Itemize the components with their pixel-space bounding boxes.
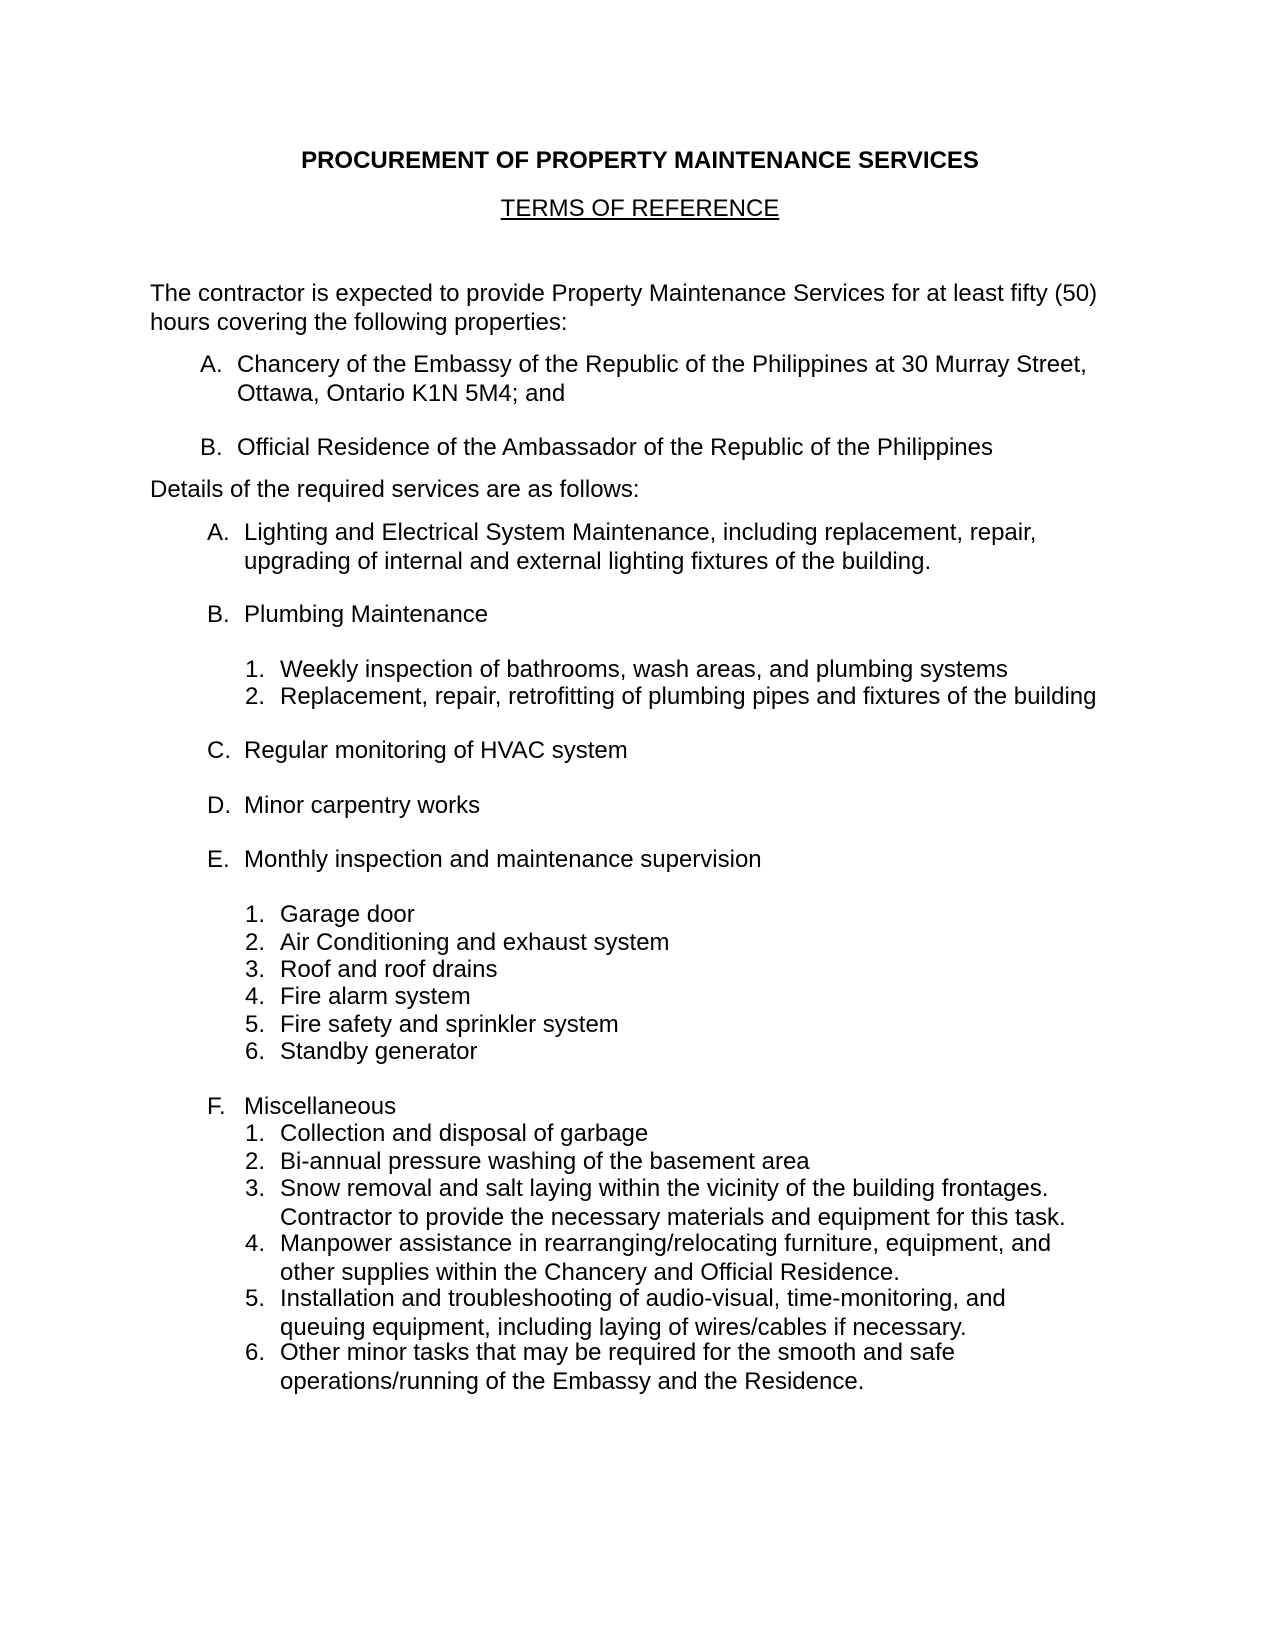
list-marker: B. — [200, 434, 223, 461]
list-item-text: Monthly inspection and maintenance supervision — [244, 846, 762, 873]
list-item-text — [280, 1230, 1140, 1287]
list-marker: A. — [207, 519, 230, 546]
list-item-text: Air Conditioning and exhaust system — [280, 929, 670, 956]
list-marker: 3. — [245, 956, 266, 983]
details-intro: Details of the required services are as follows: — [150, 476, 640, 503]
list-item-text — [244, 519, 1144, 576]
list-item-line-2: other supplies within the Chancery and Official Residence. — [280, 1258, 900, 1286]
subtitle-text: TERMS OF REFERENCE — [500, 195, 780, 222]
list-item-text — [280, 1175, 1140, 1232]
list-item-line-1: Chancery of the Embassy of the Republic of the Philippines at 30 Murray Street, — [237, 351, 1087, 378]
list-marker: 3. — [245, 1175, 266, 1202]
list-marker: 1. — [245, 656, 266, 683]
list-marker: 5. — [245, 1011, 266, 1038]
list-item-text: Fire alarm system — [280, 983, 471, 1010]
list-marker: 2. — [245, 1148, 266, 1175]
list-item-text — [237, 351, 1137, 408]
list-item-text: Garage door — [280, 901, 415, 928]
list-item-line-2: queuing equipment, including laying of wires/cables if necessary. — [280, 1313, 967, 1341]
list-marker: F. — [207, 1093, 226, 1120]
document-title: PROCUREMENT OF PROPERTY MAINTENANCE SERVICES — [301, 147, 979, 174]
intro-line-2: hours covering the following properties: — [150, 308, 568, 336]
list-item-text: Miscellaneous — [244, 1093, 397, 1120]
list-marker: E. — [207, 846, 230, 873]
list-item-text: Fire safety and sprinkler system — [280, 1011, 619, 1038]
list-marker: B. — [207, 601, 230, 628]
list-item-line-2: Contractor to provide the necessary materials and equipment for this task. — [280, 1203, 1066, 1231]
list-marker: 1. — [245, 901, 266, 928]
list-item-text: Standby generator — [280, 1038, 478, 1065]
list-item-line-1: Manpower assistance in rearranging/relocating furniture, equipment, and — [280, 1230, 1052, 1257]
list-marker: 4. — [245, 983, 266, 1010]
list-item-line-2: Ottawa, Ontario K1N 5M4; and — [237, 379, 566, 407]
document-subtitle — [150, 195, 1130, 224]
list-marker: 2. — [245, 929, 266, 956]
list-item-text: Collection and disposal of garbage — [280, 1120, 649, 1147]
list-item-line-1: Snow removal and salt laying within the vicinity of the building frontages. — [280, 1175, 1049, 1202]
list-item-line-1: Other minor tasks that may be required for the smooth and safe — [280, 1339, 955, 1366]
intro-paragraph — [150, 280, 1130, 337]
list-marker: 5. — [245, 1285, 266, 1312]
list-item-text — [280, 1285, 1140, 1342]
list-marker: C. — [207, 737, 231, 764]
list-marker: 2. — [245, 683, 266, 710]
list-marker: D. — [207, 792, 231, 819]
list-marker: 1. — [245, 1120, 266, 1147]
list-item-line-2: upgrading of internal and external lighting fixtures of the building. — [244, 547, 932, 575]
list-item-text — [280, 1339, 1140, 1396]
list-item-text: Weekly inspection of bathrooms, wash areas, and plumbing systems — [280, 656, 1008, 683]
list-marker: A. — [200, 351, 223, 378]
list-item-line-1: Lighting and Electrical System Maintenance, including replacement, repair, — [244, 519, 1037, 546]
list-item-text: Plumbing Maintenance — [244, 601, 489, 628]
list-item-line-2: operations/running of the Embassy and the Residence. — [280, 1367, 865, 1395]
list-item-text: Replacement, repair, retrofitting of plumbing pipes and fixtures of the building — [280, 683, 1097, 710]
list-marker: 6. — [245, 1038, 266, 1065]
list-item-text: Official Residence of the Ambassador of the Republic of the Philippines — [237, 434, 993, 461]
intro-line-1: The contractor is expected to provide Property Maintenance Services for at least fifty (50) — [150, 280, 1098, 307]
list-item-text: Minor carpentry works — [244, 792, 481, 819]
list-item-line-1: Installation and troubleshooting of audio-visual, time-monitoring, and — [280, 1285, 1006, 1312]
list-item-text: Roof and roof drains — [280, 956, 498, 983]
list-marker: 6. — [245, 1339, 266, 1366]
list-item-text: Regular monitoring of HVAC system — [244, 737, 628, 764]
list-marker: 4. — [245, 1230, 266, 1257]
list-item-text: Bi-annual pressure washing of the basement area — [280, 1148, 810, 1175]
